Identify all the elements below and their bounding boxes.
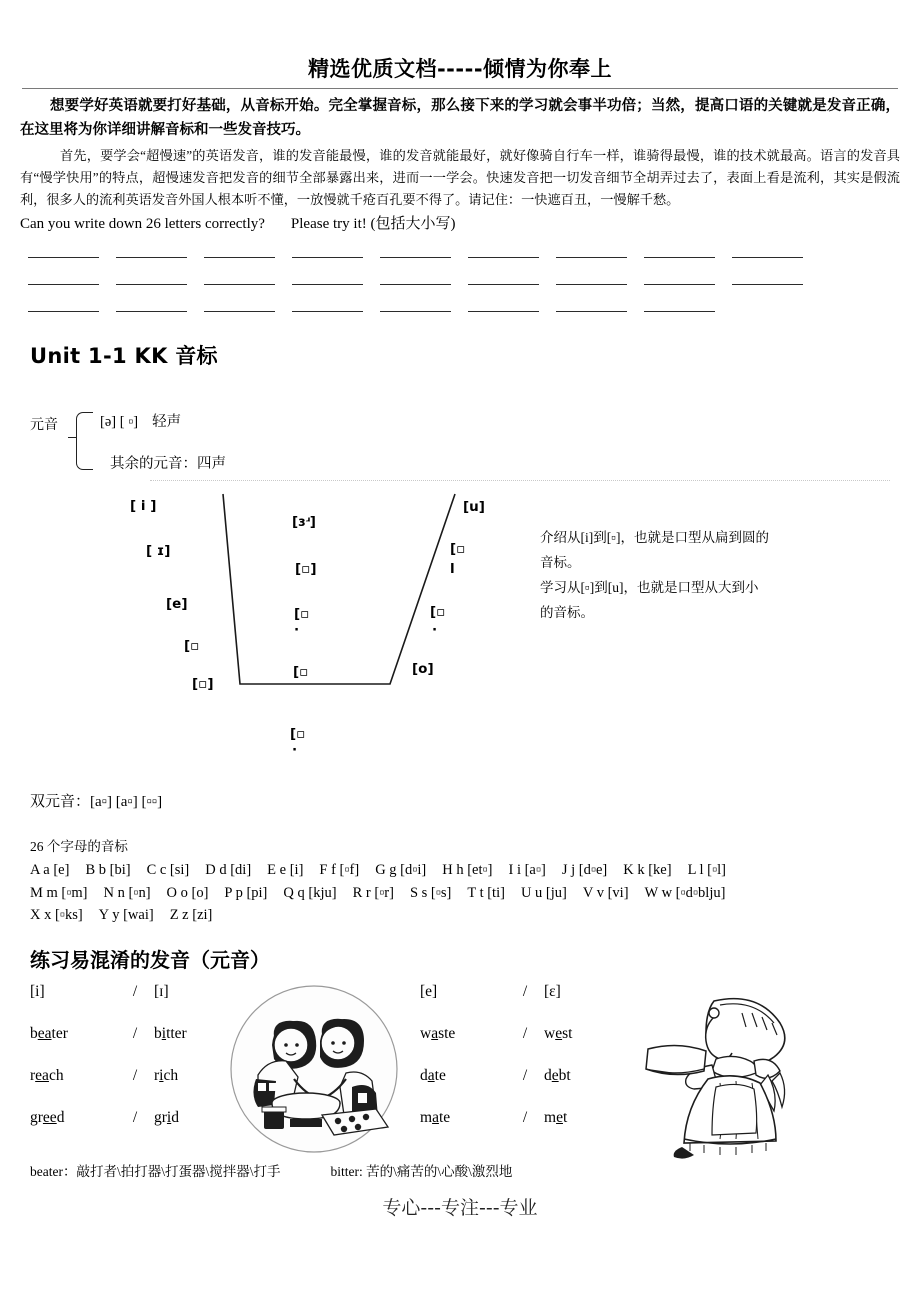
footnote-bitter: bitter: 苦的\痛苦的\心酸\激烈地 (330, 1164, 513, 1179)
alphabet-entry: S s [▫s] (409, 884, 452, 901)
practice-word-left: beater (30, 1025, 68, 1043)
practice-slash: / (522, 1109, 528, 1127)
practice-word-right: west (544, 1025, 573, 1043)
center-vowel-symbol: [▫] (295, 561, 317, 578)
center-vowel-symbol: [▫ (294, 606, 310, 623)
vowel-label: 元音 (30, 418, 58, 434)
left-vowel-symbol: [e] (166, 596, 188, 613)
alphabet-entry: I i [a▫] (508, 862, 546, 879)
footnote-row (30, 1160, 512, 1180)
practice-word-pair (420, 1025, 630, 1043)
center-vowel-symbol: [▫ (293, 664, 309, 681)
alphabet-phonetics-table (30, 859, 920, 926)
blank-write-line[interactable] (468, 271, 539, 285)
right-vowel-symbol: [▫ (450, 541, 466, 558)
practice-word-left: mate (420, 1109, 451, 1127)
blank-write-line[interactable] (28, 244, 99, 258)
alphabet-row (30, 859, 920, 881)
blank-line-row (28, 244, 920, 258)
center-vowel-symbol: [ɜʴ] (292, 514, 316, 531)
blank-write-line[interactable] (556, 244, 627, 258)
right-vowel-symbol: l (450, 561, 455, 578)
blank-write-line[interactable] (644, 271, 715, 285)
blank-write-line[interactable] (204, 271, 275, 285)
alphabet-entry: D d [di] (205, 862, 252, 879)
alphabet-entry: Q q [kju] (283, 884, 337, 901)
right-phoneme-1: [e] (420, 983, 438, 1001)
alphabet-entry: Y y [wai] (98, 907, 154, 924)
side-note-line-4: 的音标。 (540, 604, 594, 620)
practice-word-right: bitter (154, 1025, 187, 1043)
blank-line-row (28, 271, 920, 285)
page-title: Unit 1-1 KK 音标 (30, 344, 218, 369)
curly-brace-icon (76, 412, 93, 470)
alphabet-section-title: 26 个字母的音标 (30, 839, 128, 855)
practice-slash: / (132, 1025, 138, 1043)
alphabet-entry: G g [d▫i] (375, 862, 427, 879)
left-vowel-symbol: [▫] (192, 676, 214, 693)
blank-write-line[interactable] (644, 244, 715, 258)
blank-write-line[interactable] (116, 244, 187, 258)
practice-word-right: rich (154, 1067, 179, 1085)
blank-write-line[interactable] (732, 271, 803, 285)
practice-slash: / (132, 1067, 138, 1085)
blank-lines-area (28, 244, 920, 312)
alphabet-entry: F f [▫f] (319, 862, 360, 879)
alphabet-row (30, 904, 920, 926)
alphabet-entry: X x [▫ks] (30, 907, 83, 924)
alphabet-entry: R r [▫r] (352, 884, 394, 901)
english-prompt-line (20, 213, 900, 236)
practice-word-pair (420, 1109, 630, 1127)
practice-slash: / (522, 1025, 528, 1043)
blank-write-line[interactable] (380, 298, 451, 312)
blank-write-line[interactable] (556, 298, 627, 312)
bottom-vowel-symbol: [▫ (290, 726, 306, 743)
practice-slash: / (132, 1109, 138, 1127)
alphabet-entry: M m [▫m] (30, 884, 88, 901)
blank-write-line[interactable] (116, 271, 187, 285)
blank-write-line[interactable] (732, 244, 803, 258)
blank-write-line[interactable] (292, 271, 363, 285)
trapezoid-side-note (540, 526, 860, 626)
trapezoid-outline-icon (0, 486, 540, 776)
english-prompt-2: Please try it! (包括大小写) (290, 215, 456, 232)
practice-word-pair (30, 1109, 240, 1127)
practice-word-pair (30, 1067, 240, 1085)
english-prompt-1: Can you write down 26 letters correctly? (20, 215, 265, 232)
left-vowel-symbol: [ ɪ] (146, 543, 171, 560)
alphabet-entry: N n [▫n] (103, 884, 151, 901)
blank-write-line[interactable] (468, 298, 539, 312)
alphabet-entry: W w [▫d▫blju] (644, 884, 726, 901)
alphabet-entry: L l [▫l] (687, 862, 726, 879)
diphthong-label: 双元音： (30, 794, 91, 811)
alphabet-entry: H h [et▫] (442, 862, 493, 879)
diphthong-line (30, 790, 920, 811)
alphabet-entry: K k [ke] (623, 862, 672, 879)
practice-slash: / (522, 1067, 528, 1085)
side-note-line-2: 音标。 (540, 555, 581, 571)
blank-write-line[interactable] (380, 271, 451, 285)
document-footer: 专心---专注---专业 (382, 1197, 538, 1219)
alphabet-row (30, 882, 920, 904)
vowel-neutral-symbols: [ə] [ ▫] (100, 414, 139, 431)
center-vowel-symbol: · (294, 622, 300, 639)
practice-section-title: 练习易混淆的发音（元音） (30, 948, 270, 973)
left-vowel-symbol: [▫ (184, 638, 200, 655)
practice-word-left: reach (30, 1067, 64, 1085)
practice-word-pair (420, 1067, 630, 1085)
footnote-beater: beater：敲打者\拍打器\打蛋器\搅拌器\打手 (30, 1164, 281, 1179)
vowel-other-tones-line: 其余的元音：四声 (110, 456, 226, 473)
blank-write-line[interactable] (644, 298, 715, 312)
left-slash-1: / (132, 983, 138, 1001)
intro-bold-paragraph: 想要学好英语就要打好基础，从音标开始。完全掌握音标，那么接下来的学习就会事半功倍；当然，提高口语的关键就是发音正确，在这里将为你详细讲解音标和一些发音技巧。 (20, 98, 900, 138)
two-children-baking-clipart (228, 983, 400, 1155)
practice-column-left (30, 983, 240, 1151)
header-divider (22, 88, 898, 89)
practice-header-row-left (30, 983, 240, 1001)
left-vowel-symbol: [ i ] (130, 498, 157, 515)
practice-word-right: debt (544, 1067, 571, 1085)
alphabet-entry: P p [pi] (224, 884, 268, 901)
blank-write-line[interactable] (204, 244, 275, 258)
alphabet-entry: T t [ti] (467, 884, 505, 901)
side-note-line-1: 介绍从[i]到[▫]，也就是口型从扁到圆的 (540, 530, 770, 546)
left-phoneme-1: [i] (30, 983, 45, 1001)
alphabet-entry: E e [i] (267, 862, 304, 879)
practice-header-row-right (420, 983, 630, 1001)
blank-write-line[interactable] (116, 298, 187, 312)
blank-write-line[interactable] (292, 244, 363, 258)
practice-word-right: met (544, 1109, 568, 1127)
diphthong-symbols: [a▫] [a▫] [▫▫] (90, 794, 163, 811)
side-note-line-3: 学习从[▫]到[u]，也就是口型从大到小 (540, 580, 759, 596)
practice-word-left: waste (420, 1025, 456, 1043)
vowel-neutral-tone-line (100, 410, 181, 431)
alphabet-entry: U u [ju] (520, 884, 567, 901)
right-phoneme-2: [ɛ] (544, 983, 561, 1001)
blank-write-line[interactable] (28, 298, 99, 312)
bonnet-girl-with-tray-clipart (642, 983, 818, 1159)
alphabet-entry: C c [si] (146, 862, 190, 879)
right-vowel-symbol: [u] (463, 499, 485, 516)
blank-write-line[interactable] (292, 298, 363, 312)
bottom-vowel-symbol: · (292, 742, 298, 759)
vowel-neutral-note: 轻声 (152, 414, 182, 431)
blank-write-line[interactable] (204, 298, 275, 312)
blank-write-line[interactable] (380, 244, 451, 258)
blank-write-line[interactable] (556, 271, 627, 285)
vowel-trapezoid-chart (0, 486, 920, 786)
right-vowel-symbol: [▫ (430, 604, 446, 621)
practice-column-right (420, 983, 630, 1151)
dotted-divider (150, 480, 890, 481)
blank-write-line[interactable] (28, 271, 99, 285)
vowel-brace-block (0, 408, 920, 484)
practice-word-right: grid (154, 1109, 179, 1127)
practice-word-left: date (420, 1067, 446, 1085)
alphabet-entry: A a [e] (30, 862, 70, 879)
blank-write-line[interactable] (468, 244, 539, 258)
alphabet-entry: O o [o] (166, 884, 209, 901)
practice-area (0, 983, 920, 1178)
document-header-title: 精选优质文档-----倾情为你奉上 (307, 57, 613, 81)
alphabet-entry: V v [vi] (582, 884, 629, 901)
practice-word-left: greed (30, 1109, 65, 1127)
right-vowel-symbol: [o] (412, 661, 434, 678)
practice-word-pair (30, 1025, 240, 1043)
alphabet-entry: Z z [zi] (169, 907, 213, 924)
blank-line-row (28, 298, 920, 312)
right-vowel-symbol: · (432, 622, 438, 639)
alphabet-entry: J j [d▫e] (561, 862, 608, 879)
alphabet-entry: B b [bi] (85, 862, 131, 879)
right-slash-1: / (522, 983, 528, 1001)
left-phoneme-2: [ɪ] (154, 983, 169, 1001)
intro-normal-paragraph: 首先，要学会“超慢速”的英语发音，谁的发音能最慢，谁的发音就能最好，就好像骑自行车一样，谁骑得最慢，谁的技术就最高。语言的发音具有“慢学快用”的特点，超慢速发音把发音的细节全部暴露出来，进而一一学会。快速发音把一切发音细节全胡弄过去了，表面上看是流利，其实是假流利，很多人的流利英语发音外国人根本听不懂，一放慢就千疮百孔要不得了。请记住：一快遮百丑，一慢解千愁。 (20, 148, 900, 208)
